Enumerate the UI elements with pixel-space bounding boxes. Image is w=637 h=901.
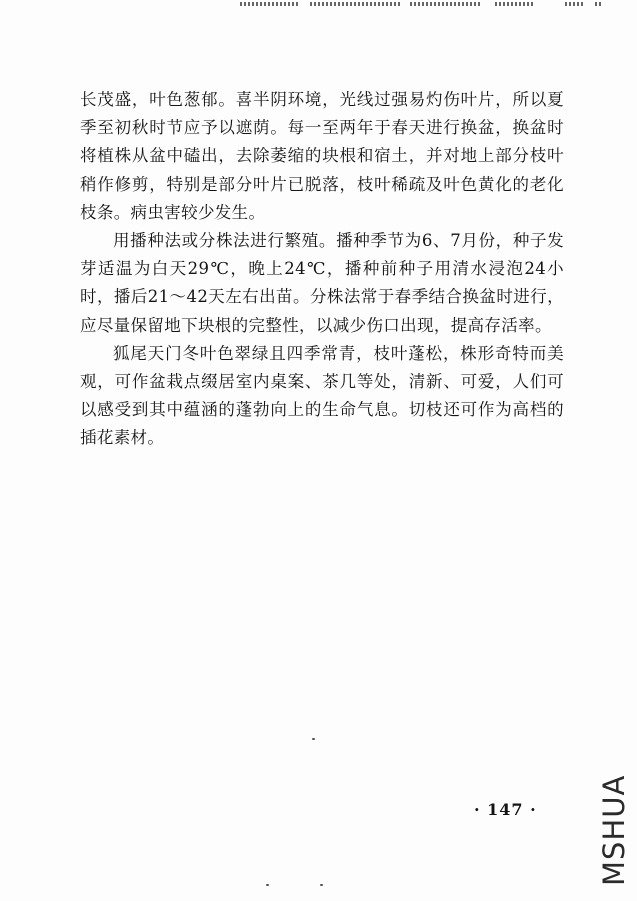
body-text [80,86,564,453]
paragraph-propagation: 用播种法或分株法进行繁殖。播种季节为6、7月份，种子发芽适温为白天29℃，晚上24℃，播种前种子用清水浸泡24小时，播后21～42天左右出苗。分株法常于春季结合换盆时进行，应尽量保留地下块根的完整性，以减少伤口出现，提高存活率。 [80,231,564,335]
paragraph-ornamental-use: 狐尾天门冬叶色翠绿且四季常青，枝叶蓬松，株形奇特而美观，可作盆栽点缀居室内桌案、茶几等处，清新、可爱，人们可以感受到其中蕴涵的蓬勃向上的生命气息。切枝还可作为高档的插花素材。 [80,343,564,448]
scan-speck [320,884,323,886]
scan-speck [312,738,315,740]
scan-speck [266,884,269,886]
watermark: MSHUA [597,774,631,886]
paragraph-care: 长茂盛，叶色葱郁。喜半阴环境，光线过强易灼伤叶片，所以夏季至初秋时节应予以遮荫。每一至两年于春天进行换盆，换盆时将植株从盆中磕出，去除萎缩的块根和宿土，并对地上部分枝叶稍作修剪，特别是部分叶片已脱落，枝叶稀疏及叶色黄化的老化枝条。病虫害较少发生。 [80,90,564,222]
scan-artifact-top [230,0,630,10]
page-number: · 147 · [474,800,537,819]
